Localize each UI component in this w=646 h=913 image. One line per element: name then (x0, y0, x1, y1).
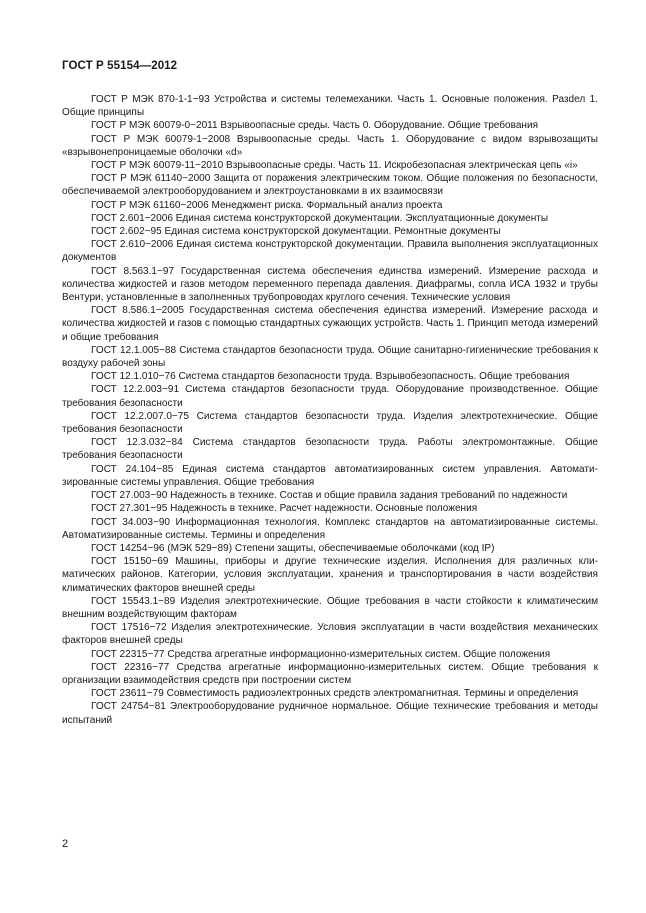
reference-item: ГОСТ 12.1.005−88 Система стандартов безопасности труда. Общие санитарно-гигиенические требования к воздуху рабочей зоны (62, 344, 598, 370)
reference-item: ГОСТ 24754−81 Электрооборудование рудничное нормальное. Общие технические требования и методы испытаний (62, 701, 598, 726)
reference-item: ГОСТ Р МЭК 60079-1−2008 Взрывоопасные среды. Часть 1. Оборудование с видом взрывозащиты «взрывонепроницаемые оболочки «d» (62, 133, 598, 158)
reference-item: ГОСТ 12.2.003−91 Система стандартов безопасности труда. Оборудование производственное. Общие требования безопасности (62, 384, 598, 409)
reference-item: ГОСТ 27.301−95 Надежность в технике. Расчет надежности. Основные положения (91, 503, 478, 515)
reference-item: ГОСТ Р МЭК 61140−2000 Защита от поражения электрическим током. Общие положения по безопасности, обеспечиваемой электрооборудованием и электроустановками в их взаимосвязи (62, 173, 598, 198)
reference-item: ГОСТ 23611−79 Совместимость радиоэлектронных средств электромагнитная. Термины и определения (91, 688, 579, 700)
reference-item: ГОСТ 2.601−2006 Единая система конструкторской документации. Эксплуатационные документы (91, 212, 549, 224)
reference-item: ГОСТ 12.1.010−76 Система стандартов безопасности труда. Взрывобезопасность. Общие требования (91, 371, 570, 383)
reference-item: ГОСТ Р МЭК 870-1-1−93 Устройства и системы телемеханики. Часть 1. Основные положения. Разdел 1. Общие принципы (62, 94, 598, 119)
reference-item: ГОСТ 12.3.032−84 Система стандартов безопасности труда. Работы электромонтажные. Общие требования безопасности (62, 437, 598, 462)
document-header: ГОСТ Р 55154—2012 (62, 60, 178, 72)
reference-item: ГОСТ Р МЭК 60079-11−2010 Взрывоопасные среды. Часть 11. Искробезопасная электрическая цепь «i» (91, 160, 578, 172)
reference-item: ГОСТ 8.563.1−97 Государственная система обеспечения единства измерений. Измерение расхода и количества жидкостей и газов методом переменного перепада давления. Диафрагмы, сопла ИСА 1932 и трубы Вентури, установленные в заполненных трубопроводах круглого сечения. Технические условия (62, 265, 598, 304)
reference-item: ГОСТ 15543.1−89 Изделия электротехнические. Общие требования в части стойкости к климатическим внешним воздействующим факторам (62, 595, 598, 620)
reference-item: ГОСТ 15150−69 Машины, приборы и другие технические изделия. Исполнения для различных климатических районов. Категории, условия эксплуатации, хранения и транспортирования в части воздействия климатических факторов внешней среды (62, 556, 598, 594)
normative-references-list (62, 93, 598, 727)
reference-item: ГОСТ Р МЭК 61160−2006 Менеджмент риска. Формальный анализ проекта (91, 199, 443, 211)
reference-item: ГОСТ 27.003−90 Надежность в технике. Состав и общие правила задания требований по надежности (91, 490, 568, 502)
reference-item: ГОСТ 8.586.1−2005 Государственная система обеспечения единства измерений. Измерение расхода и количества жидкостей и газов с помощью стандартных сужающих устройств. Часть 1. Принцип метода измерений и общие требования (62, 305, 598, 343)
reference-item: ГОСТ Р МЭК 60079-0−2011 Взрывоопасные среды. Часть 0. Оборудование. Общие требования (91, 120, 539, 132)
reference-item: ГОСТ 14254−96 (МЭК 529−89) Степени защиты, обеспечиваемые оболочками (код IP) (91, 542, 495, 554)
reference-item: ГОСТ 12.2.007.0−75 Система стандартов безопасности труда. Изделия электротехнические. Общие требования безопасности (62, 410, 598, 436)
reference-item: ГОСТ 17516−72 Изделия электротехнические. Условия эксплуатации в части воздействия механических факторов внешней среды (62, 622, 598, 647)
reference-item: ГОСТ 22316−77 Средства агрегатные информационно-измерительных систем. Общие требования к организации взаимодействия средств при построении систем (62, 661, 598, 686)
reference-item: ГОСТ 2.610−2006 Единая система конструкторской документации. Правила выполнения эксплуатационных документов (62, 239, 598, 264)
page-number: 2 (62, 838, 69, 850)
reference-item: ГОСТ 2.602−95 Единая система конструкторской документации. Ремонтные документы (91, 226, 501, 238)
reference-item: ГОСТ 24.104−85 Единая система стандартов автоматизированных систем управления. Автоматизированные системы управления. Общие требования (62, 463, 598, 488)
reference-item: ГОСТ 34.003−90 Информационная технология. Комплекс стандартов на автоматизированные системы. Автоматизированные системы. Термины и определения (62, 516, 598, 541)
reference-item: ГОСТ 22315−77 Средства агрегатные информационно-измерительных систем. Общие положения (91, 648, 551, 660)
